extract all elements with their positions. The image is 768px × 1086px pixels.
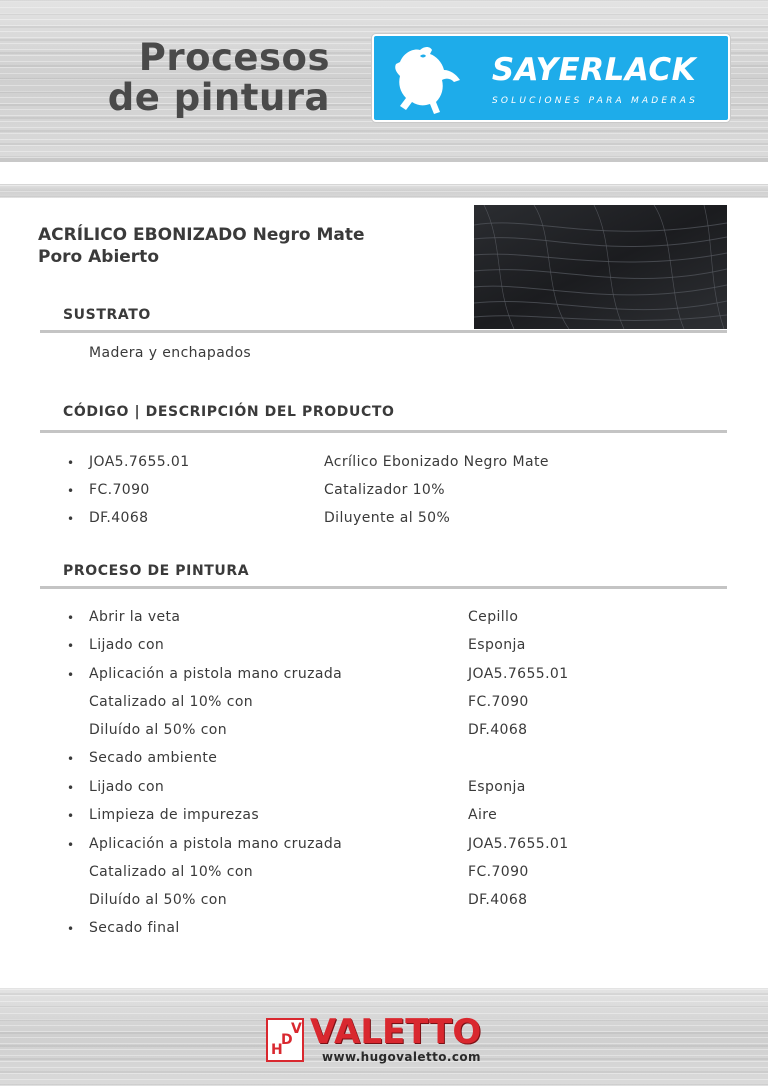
process-step: Catalizado al 10% con — [89, 864, 254, 880]
process-step: Catalizado al 10% con — [89, 694, 254, 710]
monogram-letter: V — [291, 1021, 302, 1037]
section-rule-codigo — [40, 430, 727, 433]
bullet: • — [67, 922, 75, 936]
sayerlack-logo — [372, 34, 730, 122]
bullet: • — [67, 809, 75, 823]
product-description: Acrílico Ebonizado Negro Mate — [324, 454, 549, 470]
process-step: Diluído al 50% con — [89, 892, 228, 908]
process-value: Esponja — [468, 779, 526, 795]
monogram-letter: D — [281, 1032, 293, 1048]
bullet: • — [67, 838, 75, 852]
monogram-letter: H — [271, 1042, 283, 1058]
process-value: JOA5.7655.01 — [468, 666, 569, 682]
product-title — [38, 224, 365, 268]
process-step: Abrir la veta — [89, 609, 181, 625]
page-title — [86, 38, 330, 118]
header-wood-strip — [0, 184, 768, 198]
product-description: Diluyente al 50% — [324, 510, 451, 526]
valetto-name: VALETTO — [310, 1012, 482, 1052]
bullet: • — [67, 512, 75, 526]
valetto-logo — [266, 1014, 506, 1066]
process-value: FC.7090 — [468, 694, 529, 710]
bullet: • — [67, 611, 75, 625]
process-step: Secado ambiente — [89, 750, 218, 766]
page-title-line1: Procesos — [138, 36, 330, 79]
process-step: Limpieza de impurezas — [89, 807, 260, 823]
bullet: • — [67, 456, 75, 470]
process-step: Aplicación a pistola mano cruzada — [89, 666, 343, 682]
process-value: Cepillo — [468, 609, 519, 625]
valetto-website-link[interactable]: www.hugovaletto.com — [322, 1050, 481, 1064]
process-value: JOA5.7655.01 — [468, 836, 569, 852]
section-title-sustrato: SUSTRATO — [63, 307, 151, 323]
bullet: • — [67, 781, 75, 795]
finish-swatch-image — [474, 205, 727, 329]
sayerlack-name: SAYERLACK — [491, 52, 697, 88]
process-value: DF.4068 — [468, 892, 528, 908]
page-title-line2: de pintura — [107, 76, 330, 119]
product-code: FC.7090 — [89, 482, 150, 498]
bullet: • — [67, 668, 75, 682]
process-step: Lijado con — [89, 779, 165, 795]
header-divider — [0, 158, 768, 162]
section-title-codigo: CÓDIGO | DESCRIPCIÓN DEL PRODUCTO — [63, 404, 395, 420]
product-title-line2: Poro Abierto — [38, 247, 159, 267]
product-title-line1: ACRÍLICO EBONIZADO Negro Mate — [38, 225, 365, 245]
product-code: DF.4068 — [89, 510, 149, 526]
bullet: • — [67, 639, 75, 653]
sayerlack-tagline: SOLUCIONES PARA MADERAS — [491, 96, 699, 106]
section-rule-proceso — [40, 586, 727, 589]
hvd-monogram-icon — [266, 1018, 304, 1062]
process-value: DF.4068 — [468, 722, 528, 738]
process-step: Lijado con — [89, 637, 165, 653]
process-value: Aire — [468, 807, 498, 823]
horse-icon — [390, 42, 466, 118]
section-title-proceso: PROCESO DE PINTURA — [63, 563, 250, 579]
process-step: Diluído al 50% con — [89, 722, 228, 738]
bullet: • — [67, 752, 75, 766]
process-step: Aplicación a pistola mano cruzada — [89, 836, 343, 852]
sustrato-text: Madera y enchapados — [89, 345, 252, 361]
process-value: FC.7090 — [468, 864, 529, 880]
product-description: Catalizador 10% — [324, 482, 445, 498]
bullet: • — [67, 484, 75, 498]
product-code: JOA5.7655.01 — [89, 454, 190, 470]
process-step: Secado final — [89, 920, 180, 936]
section-rule-sustrato — [40, 330, 727, 333]
process-value: Esponja — [468, 637, 526, 653]
